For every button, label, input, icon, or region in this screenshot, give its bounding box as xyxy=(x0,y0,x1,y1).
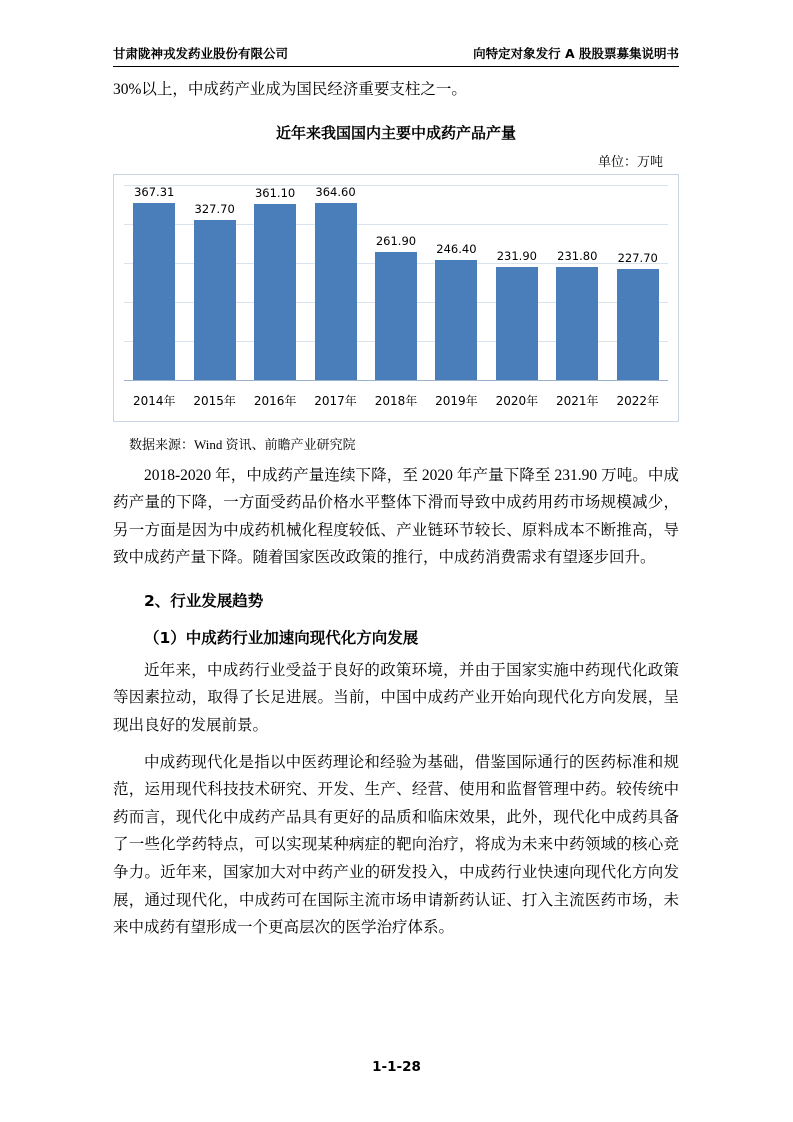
bar xyxy=(254,204,296,381)
chart-bars xyxy=(124,185,668,381)
x-tick-label: 2017年 xyxy=(314,393,357,408)
chart-title: 近年来我国国内主要中成药产品产量 xyxy=(275,123,516,142)
bar-value-label: 227.70 xyxy=(617,251,658,266)
bar-slot xyxy=(366,185,426,381)
bar-slot xyxy=(547,185,607,381)
bar-value-label: 231.90 xyxy=(496,248,537,263)
header-company-name: 甘肃陇神戎发药业股份有限公司 xyxy=(113,46,289,61)
bar-slot xyxy=(124,185,184,381)
page-content xyxy=(113,44,679,942)
bar-value-label: 231.80 xyxy=(557,249,598,263)
bar-slot xyxy=(426,185,486,381)
x-tick-label: 2019年 xyxy=(435,393,478,408)
x-tick-label: 2020年 xyxy=(495,393,539,408)
bar-value-label: 327.70 xyxy=(194,202,235,217)
header-document-title: 向特定对象发行 A 股股票募集说明书 xyxy=(473,46,679,61)
chart-plot-area xyxy=(124,185,668,381)
chart-x-tick-labels xyxy=(124,392,668,409)
bar xyxy=(133,203,175,381)
chart-x-axis xyxy=(124,380,668,381)
bar-value-label: 367.31 xyxy=(134,184,175,199)
bar-slot xyxy=(305,185,365,381)
bar-slot xyxy=(608,185,668,381)
bar-value-label: 261.90 xyxy=(375,234,417,249)
chart-source-note: 数据来源：Wind 资讯、前瞻产业研究院 xyxy=(129,436,356,452)
paragraph-after-chart: 2018-2020 年，中成药产量连续下降，至 2020 年产量下降至 231.90 万吨。中成药产量的下降，一方面受药品价格水平整体下滑而导致中成药用药市场规模减少，另一方面是因为中成药机械化程度较低、产业链环节较长、原料成本不断推高，导致中成药产量下降。随着国家医改政策的推行，中成药消费需求有望逐步回升。 xyxy=(113,466,679,567)
heading-section-2: 2、行业发展趋势 xyxy=(144,591,264,610)
paragraph-modernization-1: 近年来，中成药行业受益于良好的政策环境，并由于国家实施中药现代化政策等因素拉动，取得了长足进展。当前，中国中成药产业开始向现代化方向发展，呈现出良好的发展前景。 xyxy=(113,661,679,735)
x-tick-label: 2018年 xyxy=(374,393,418,408)
chart-unit-label: 单位：万吨 xyxy=(597,153,663,169)
x-tick-label: 2021年 xyxy=(556,393,599,408)
bar xyxy=(496,267,538,381)
paragraph-modernization-2: 中成药现代化是指以中医药理论和经验为基础，借鉴国际通行的医药标准和规范，运用现代科技技术研究、开发、生产、经营、使用和监督管理中药。较传统中药而言，现代化中成药产品具有更好的品质和临床效果，此外，现代化中成药具备了一些化学药特点，可以实现某种病症的靶向治疗，将成为未来中药领域的核心竞争力。近年来，国家加大对中药产业的研发投入，中成药行业快速向现代化方向发展，通过现代化，中成药可在国际主流市场申请新药认证、打入主流医药市场，未来中成药有望形成一个更高层次的医学治疗体系。 xyxy=(113,753,679,937)
bar xyxy=(617,269,659,381)
x-tick-label: 2015年 xyxy=(193,393,236,408)
bar xyxy=(435,260,477,381)
heading-subsection-1: （1）中成药行业加速向现代化方向发展 xyxy=(144,628,419,647)
bar-slot xyxy=(184,185,244,381)
bar-value-label: 364.60 xyxy=(315,184,356,199)
x-tick-label: 2022年 xyxy=(616,393,659,408)
bar xyxy=(315,203,357,381)
page-header xyxy=(113,44,679,67)
paragraph-top: 30%以上，中成药产业成为国民经济重要支柱之一。 xyxy=(113,81,467,98)
bar-value-label: 246.40 xyxy=(436,241,477,256)
bar-slot xyxy=(487,185,547,381)
bar xyxy=(375,252,417,380)
bar-value-label: 361.10 xyxy=(254,185,296,200)
bar-slot xyxy=(245,185,305,381)
x-tick-label: 2014年 xyxy=(132,393,176,408)
bar xyxy=(194,220,236,381)
page-footer: 1-1-28 xyxy=(372,1059,421,1075)
bar xyxy=(556,267,598,381)
x-tick-label: 2016年 xyxy=(253,393,297,408)
bar-chart xyxy=(113,174,679,422)
